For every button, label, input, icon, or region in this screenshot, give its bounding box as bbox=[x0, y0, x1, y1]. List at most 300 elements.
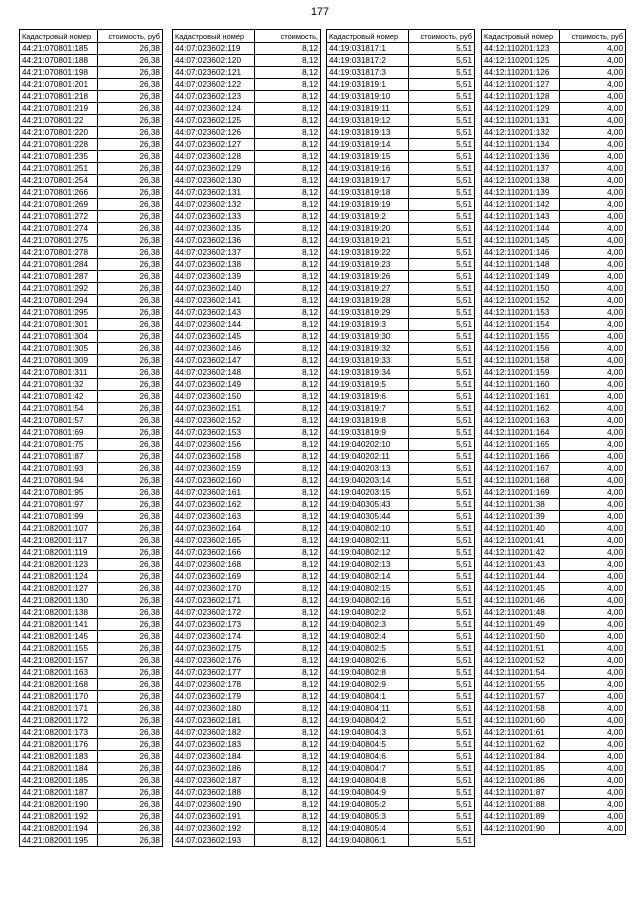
cost-cell: 26,38 bbox=[98, 295, 163, 307]
table-row bbox=[20, 223, 163, 235]
cadastral-number-cell: 44:19:031819:20 bbox=[327, 223, 409, 235]
cost-cell: 26,38 bbox=[98, 391, 163, 403]
cost-cell: 26,38 bbox=[98, 199, 163, 211]
cadastral-number-cell: 44:07:023602:164 bbox=[173, 523, 255, 535]
table-row bbox=[327, 835, 475, 847]
cadastral-number-cell: 44:19:040804:9 bbox=[327, 787, 409, 799]
cadastral-number-cell: 44:19:040802:15 bbox=[327, 583, 409, 595]
table-row bbox=[482, 523, 626, 535]
cost-cell: 8,12 bbox=[255, 295, 321, 307]
cost-cell: 5,51 bbox=[409, 379, 475, 391]
cadastral-number-cell: 44:12:110201:89 bbox=[482, 811, 560, 823]
cadastral-number-cell: 44:07:023602:137 bbox=[173, 247, 255, 259]
cadastral-number-cell: 44:07:023602:171 bbox=[173, 595, 255, 607]
cadastral-number-cell: 44:12:110201:137 bbox=[482, 163, 560, 175]
cost-cell: 26,38 bbox=[98, 631, 163, 643]
cost-cell: 8,12 bbox=[255, 811, 321, 823]
cost-cell: 26,38 bbox=[98, 103, 163, 115]
cost-cell: 26,38 bbox=[98, 619, 163, 631]
cadastral-number-cell: 44:19:031819:11 bbox=[327, 103, 409, 115]
cadastral-number-cell: 44:21:070801:266 bbox=[20, 187, 98, 199]
cost-cell: 26,38 bbox=[98, 427, 163, 439]
cadastral-number-cell: 44:21:082001:119 bbox=[20, 547, 98, 559]
table-row bbox=[327, 763, 475, 775]
table-row bbox=[327, 499, 475, 511]
cadastral-number-cell: 44:21:082001:190 bbox=[20, 799, 98, 811]
table-row bbox=[20, 91, 163, 103]
cost-cell: 26,38 bbox=[98, 415, 163, 427]
table-row bbox=[20, 55, 163, 67]
cost-cell: 8,12 bbox=[255, 691, 321, 703]
cost-cell: 8,12 bbox=[255, 799, 321, 811]
cost-cell: 4,00 bbox=[560, 607, 626, 619]
cadastral-number-cell: 44:07:023602:130 bbox=[173, 175, 255, 187]
cost-cell: 4,00 bbox=[560, 523, 626, 535]
table-row bbox=[482, 307, 626, 319]
cost-cell: 26,38 bbox=[98, 691, 163, 703]
cost-cell: 5,51 bbox=[409, 487, 475, 499]
cost-cell: 5,51 bbox=[409, 619, 475, 631]
cadastral-number-cell: 44:19:040804:3 bbox=[327, 727, 409, 739]
table-row bbox=[173, 715, 321, 727]
cadastral-number-cell: 44:19:040804:6 bbox=[327, 751, 409, 763]
table-row bbox=[327, 307, 475, 319]
cadastral-number-cell: 44:12:110201:169 bbox=[482, 487, 560, 499]
table-row bbox=[482, 403, 626, 415]
cost-cell: 4,00 bbox=[560, 175, 626, 187]
table-row bbox=[327, 463, 475, 475]
table-row bbox=[173, 787, 321, 799]
table-row bbox=[20, 643, 163, 655]
cost-cell: 26,38 bbox=[98, 223, 163, 235]
cadastral-number-cell: 44:07:023602:124 bbox=[173, 103, 255, 115]
table-row bbox=[20, 259, 163, 271]
cost-cell: 26,38 bbox=[98, 643, 163, 655]
cadastral-table-3 bbox=[326, 29, 475, 847]
cost-cell: 5,51 bbox=[409, 271, 475, 283]
cadastral-number-cell: 44:19:031819:3 bbox=[327, 319, 409, 331]
table-row bbox=[20, 511, 163, 523]
cost-cell: 4,00 bbox=[560, 511, 626, 523]
table-row bbox=[327, 127, 475, 139]
cadastral-number-cell: 44:19:040805:2 bbox=[327, 799, 409, 811]
cadastral-number-cell: 44:19:031817:2 bbox=[327, 55, 409, 67]
table-row bbox=[327, 655, 475, 667]
cost-cell: 4,00 bbox=[560, 763, 626, 775]
cadastral-number-cell: 44:12:110201:41 bbox=[482, 535, 560, 547]
cadastral-number-cell: 44:19:040804:8 bbox=[327, 775, 409, 787]
cadastral-number-cell: 44:21:082001:172 bbox=[20, 715, 98, 727]
cost-cell: 4,00 bbox=[560, 391, 626, 403]
cadastral-number-cell: 44:19:040805:4 bbox=[327, 823, 409, 835]
cost-cell: 5,51 bbox=[409, 607, 475, 619]
table-row bbox=[173, 619, 321, 631]
cost-cell: 5,51 bbox=[409, 703, 475, 715]
cost-cell: 4,00 bbox=[560, 691, 626, 703]
table-row bbox=[173, 535, 321, 547]
cost-cell: 8,12 bbox=[255, 643, 321, 655]
cost-cell: 8,12 bbox=[255, 595, 321, 607]
table-row bbox=[482, 295, 626, 307]
table-row bbox=[20, 571, 163, 583]
cost-cell: 8,12 bbox=[255, 415, 321, 427]
table-row bbox=[20, 43, 163, 55]
cost-cell: 8,12 bbox=[255, 487, 321, 499]
cost-cell: 5,51 bbox=[409, 115, 475, 127]
table-row bbox=[173, 211, 321, 223]
table-row bbox=[20, 619, 163, 631]
cadastral-number-cell: 44:12:110201:160 bbox=[482, 379, 560, 391]
cost-cell: 26,38 bbox=[98, 811, 163, 823]
table-row bbox=[327, 787, 475, 799]
table-row bbox=[173, 379, 321, 391]
table-row bbox=[20, 427, 163, 439]
cost-cell: 5,51 bbox=[409, 391, 475, 403]
table-row bbox=[173, 823, 321, 835]
table-row bbox=[20, 655, 163, 667]
cadastral-number-cell: 44:07:023602:174 bbox=[173, 631, 255, 643]
table-row bbox=[327, 55, 475, 67]
table-row bbox=[327, 271, 475, 283]
cadastral-number-cell: 44:07:023602:165 bbox=[173, 535, 255, 547]
cost-cell: 5,51 bbox=[409, 835, 475, 847]
cost-cell: 5,51 bbox=[409, 631, 475, 643]
cost-cell: 26,38 bbox=[98, 499, 163, 511]
cadastral-number-cell: 44:21:070801:278 bbox=[20, 247, 98, 259]
cadastral-number-cell: 44:21:070801:269 bbox=[20, 199, 98, 211]
cost-cell: 8,12 bbox=[255, 67, 321, 79]
table-row bbox=[482, 127, 626, 139]
table-row bbox=[173, 151, 321, 163]
table-row bbox=[173, 367, 321, 379]
table-row bbox=[173, 319, 321, 331]
table-row bbox=[173, 127, 321, 139]
cadastral-table-4 bbox=[481, 29, 626, 835]
table-row bbox=[482, 571, 626, 583]
cost-cell: 4,00 bbox=[560, 715, 626, 727]
table-row bbox=[173, 391, 321, 403]
cost-cell: 5,51 bbox=[409, 355, 475, 367]
cost-cell: 26,38 bbox=[98, 343, 163, 355]
cadastral-number-cell: 44:19:031819:5 bbox=[327, 379, 409, 391]
cost-cell: 4,00 bbox=[560, 547, 626, 559]
cost-cell: 8,12 bbox=[255, 163, 321, 175]
cost-cell: 4,00 bbox=[560, 727, 626, 739]
table-row bbox=[327, 151, 475, 163]
cost-cell: 4,00 bbox=[560, 199, 626, 211]
table-row bbox=[173, 547, 321, 559]
cadastral-number-cell: 44:19:031819:32 bbox=[327, 343, 409, 355]
table-row bbox=[20, 463, 163, 475]
cost-cell: 26,38 bbox=[98, 307, 163, 319]
table-row bbox=[327, 679, 475, 691]
table-row bbox=[20, 139, 163, 151]
table-row bbox=[20, 691, 163, 703]
cadastral-number-cell: 44:19:040802:14 bbox=[327, 571, 409, 583]
cadastral-number-cell: 44:07:023602:188 bbox=[173, 787, 255, 799]
table-row bbox=[482, 475, 626, 487]
cost-cell: 5,51 bbox=[409, 499, 475, 511]
table-row bbox=[173, 835, 321, 847]
table-row bbox=[482, 163, 626, 175]
cost-cell: 8,12 bbox=[255, 187, 321, 199]
cadastral-number-cell: 44:07:023602:133 bbox=[173, 211, 255, 223]
cadastral-number-cell: 44:19:031819:29 bbox=[327, 307, 409, 319]
table-row bbox=[327, 223, 475, 235]
cost-cell: 8,12 bbox=[255, 283, 321, 295]
cost-cell: 4,00 bbox=[560, 271, 626, 283]
cost-cell: 5,51 bbox=[409, 823, 475, 835]
table-row bbox=[327, 727, 475, 739]
cadastral-number-cell: 44:12:110201:161 bbox=[482, 391, 560, 403]
cost-cell: 4,00 bbox=[560, 667, 626, 679]
cadastral-number-cell: 44:12:110201:46 bbox=[482, 595, 560, 607]
cost-cell: 4,00 bbox=[560, 487, 626, 499]
header-cadastral-number: Кадастровый номер bbox=[482, 30, 560, 43]
table-row bbox=[327, 235, 475, 247]
cadastral-number-cell: 44:21:070801:295 bbox=[20, 307, 98, 319]
table-row bbox=[482, 271, 626, 283]
table-row bbox=[482, 331, 626, 343]
cadastral-number-cell: 44:19:040802:13 bbox=[327, 559, 409, 571]
cost-cell: 5,51 bbox=[409, 55, 475, 67]
table-row bbox=[173, 811, 321, 823]
table-row bbox=[173, 103, 321, 115]
cost-cell: 26,38 bbox=[98, 463, 163, 475]
table-row bbox=[327, 451, 475, 463]
cadastral-number-cell: 44:07:023602:139 bbox=[173, 271, 255, 283]
table-row bbox=[482, 811, 626, 823]
table-row bbox=[173, 727, 321, 739]
cost-cell: 5,51 bbox=[409, 259, 475, 271]
cost-cell: 5,51 bbox=[409, 643, 475, 655]
cadastral-number-cell: 44:07:023602:122 bbox=[173, 79, 255, 91]
table-row bbox=[482, 175, 626, 187]
table-row bbox=[173, 139, 321, 151]
cost-cell: 8,12 bbox=[255, 439, 321, 451]
cost-cell: 8,12 bbox=[255, 463, 321, 475]
cadastral-number-cell: 44:19:031819:30 bbox=[327, 331, 409, 343]
cost-cell: 26,38 bbox=[98, 487, 163, 499]
cadastral-number-cell: 44:12:110201:39 bbox=[482, 511, 560, 523]
table-row bbox=[482, 139, 626, 151]
cost-cell: 26,38 bbox=[98, 511, 163, 523]
table-row bbox=[173, 691, 321, 703]
cadastral-number-cell: 44:07:023602:182 bbox=[173, 727, 255, 739]
cadastral-number-cell: 44:12:110201:168 bbox=[482, 475, 560, 487]
table-row bbox=[173, 667, 321, 679]
cadastral-number-cell: 44:21:070801:201 bbox=[20, 79, 98, 91]
cost-cell: 5,51 bbox=[409, 463, 475, 475]
cadastral-number-cell: 44:12:110201:149 bbox=[482, 271, 560, 283]
cadastral-number-cell: 44:12:110201:131 bbox=[482, 115, 560, 127]
cadastral-number-cell: 44:07:023602:149 bbox=[173, 379, 255, 391]
table-row bbox=[482, 79, 626, 91]
table-row bbox=[20, 343, 163, 355]
table-row bbox=[20, 247, 163, 259]
cadastral-number-cell: 44:21:070801:54 bbox=[20, 403, 98, 415]
cadastral-number-cell: 44:07:023602:175 bbox=[173, 643, 255, 655]
table-row bbox=[482, 247, 626, 259]
cadastral-number-cell: 44:12:110201:51 bbox=[482, 643, 560, 655]
table-row bbox=[173, 235, 321, 247]
table-row bbox=[20, 559, 163, 571]
cost-cell: 8,12 bbox=[255, 103, 321, 115]
cadastral-number-cell: 44:07:023602:143 bbox=[173, 307, 255, 319]
cadastral-number-cell: 44:12:110201:54 bbox=[482, 667, 560, 679]
cost-cell: 26,38 bbox=[98, 667, 163, 679]
cost-cell: 5,51 bbox=[409, 127, 475, 139]
table-row bbox=[327, 775, 475, 787]
cadastral-number-cell: 44:12:110201:87 bbox=[482, 787, 560, 799]
cost-cell: 5,51 bbox=[409, 811, 475, 823]
table-row bbox=[20, 391, 163, 403]
cost-cell: 8,12 bbox=[255, 451, 321, 463]
table-row bbox=[173, 463, 321, 475]
cadastral-number-cell: 44:19:040802:11 bbox=[327, 535, 409, 547]
cost-cell: 5,51 bbox=[409, 415, 475, 427]
cadastral-number-cell: 44:19:031819:22 bbox=[327, 247, 409, 259]
cadastral-number-cell: 44:21:082001:163 bbox=[20, 667, 98, 679]
table-row bbox=[173, 91, 321, 103]
cost-cell: 5,51 bbox=[409, 571, 475, 583]
cadastral-number-cell: 44:12:110201:153 bbox=[482, 307, 560, 319]
cadastral-number-cell: 44:12:110201:126 bbox=[482, 67, 560, 79]
cost-cell: 26,38 bbox=[98, 751, 163, 763]
cadastral-number-cell: 44:21:070801:294 bbox=[20, 295, 98, 307]
cadastral-number-cell: 44:07:023602:163 bbox=[173, 511, 255, 523]
cadastral-number-cell: 44:12:110201:57 bbox=[482, 691, 560, 703]
table-row bbox=[327, 535, 475, 547]
cost-cell: 5,51 bbox=[409, 139, 475, 151]
cost-cell: 8,12 bbox=[255, 535, 321, 547]
cost-cell: 5,51 bbox=[409, 739, 475, 751]
cadastral-number-cell: 44:21:070801:99 bbox=[20, 511, 98, 523]
cost-cell: 26,38 bbox=[98, 139, 163, 151]
cadastral-number-cell: 44:21:082001:195 bbox=[20, 835, 98, 847]
table-row bbox=[482, 355, 626, 367]
table-row bbox=[173, 43, 321, 55]
table-row bbox=[20, 439, 163, 451]
table-row bbox=[20, 631, 163, 643]
cost-cell: 5,51 bbox=[409, 763, 475, 775]
cadastral-number-cell: 44:12:110201:128 bbox=[482, 91, 560, 103]
table-row bbox=[20, 163, 163, 175]
table-row bbox=[327, 139, 475, 151]
cost-cell: 26,38 bbox=[98, 523, 163, 535]
cadastral-number-cell: 44:12:110201:127 bbox=[482, 79, 560, 91]
cadastral-table-2 bbox=[172, 29, 321, 847]
cost-cell: 4,00 bbox=[560, 559, 626, 571]
cost-cell: 26,38 bbox=[98, 247, 163, 259]
table-row bbox=[173, 487, 321, 499]
table-row bbox=[20, 799, 163, 811]
cost-cell: 26,38 bbox=[98, 319, 163, 331]
cost-cell: 4,00 bbox=[560, 535, 626, 547]
cost-cell: 4,00 bbox=[560, 439, 626, 451]
cadastral-number-cell: 44:19:040203:14 bbox=[327, 475, 409, 487]
cadastral-number-cell: 44:07:023602:144 bbox=[173, 319, 255, 331]
cadastral-number-cell: 44:07:023602:121 bbox=[173, 67, 255, 79]
cadastral-number-cell: 44:12:110201:90 bbox=[482, 823, 560, 835]
table-row bbox=[173, 751, 321, 763]
table-row bbox=[327, 547, 475, 559]
cost-cell: 5,51 bbox=[409, 667, 475, 679]
cadastral-number-cell: 44:07:023602:127 bbox=[173, 139, 255, 151]
cost-cell: 5,51 bbox=[409, 679, 475, 691]
cadastral-number-cell: 44:12:110201:166 bbox=[482, 451, 560, 463]
cadastral-number-cell: 44:12:110201:142 bbox=[482, 199, 560, 211]
cadastral-number-cell: 44:19:040802:3 bbox=[327, 619, 409, 631]
cadastral-number-cell: 44:07:023602:190 bbox=[173, 799, 255, 811]
cadastral-number-cell: 44:12:110201:45 bbox=[482, 583, 560, 595]
cadastral-number-cell: 44:19:040802:5 bbox=[327, 643, 409, 655]
table-row bbox=[20, 667, 163, 679]
table-row bbox=[20, 475, 163, 487]
cost-cell: 26,38 bbox=[98, 271, 163, 283]
cost-cell: 4,00 bbox=[560, 451, 626, 463]
cadastral-number-cell: 44:12:110201:144 bbox=[482, 223, 560, 235]
table-row bbox=[173, 223, 321, 235]
cadastral-number-cell: 44:19:040804:1 bbox=[327, 691, 409, 703]
cost-cell: 8,12 bbox=[255, 115, 321, 127]
cadastral-number-cell: 44:07:023602:152 bbox=[173, 415, 255, 427]
table-row bbox=[482, 595, 626, 607]
cost-cell: 8,12 bbox=[255, 679, 321, 691]
cost-cell: 26,38 bbox=[98, 547, 163, 559]
cadastral-number-cell: 44:12:110201:165 bbox=[482, 439, 560, 451]
cadastral-number-cell: 44:12:110201:143 bbox=[482, 211, 560, 223]
cost-cell: 8,12 bbox=[255, 367, 321, 379]
cadastral-number-cell: 44:19:040804:11 bbox=[327, 703, 409, 715]
cost-cell: 5,51 bbox=[409, 595, 475, 607]
cost-cell: 4,00 bbox=[560, 115, 626, 127]
table-row bbox=[327, 511, 475, 523]
cost-cell: 5,51 bbox=[409, 547, 475, 559]
cadastral-number-cell: 44:21:070801:94 bbox=[20, 475, 98, 487]
table-row bbox=[327, 607, 475, 619]
cost-cell: 5,51 bbox=[409, 403, 475, 415]
table-row bbox=[173, 583, 321, 595]
cost-cell: 5,51 bbox=[409, 91, 475, 103]
table-row bbox=[327, 247, 475, 259]
cadastral-number-cell: 44:12:110201:163 bbox=[482, 415, 560, 427]
cadastral-number-cell: 44:07:023602:177 bbox=[173, 667, 255, 679]
table-row bbox=[482, 547, 626, 559]
table-row bbox=[327, 403, 475, 415]
cadastral-number-cell: 44:12:110201:49 bbox=[482, 619, 560, 631]
table-row bbox=[173, 475, 321, 487]
cost-cell: 8,12 bbox=[255, 667, 321, 679]
table-row bbox=[482, 211, 626, 223]
cost-cell: 26,38 bbox=[98, 475, 163, 487]
cost-cell: 8,12 bbox=[255, 775, 321, 787]
cost-cell: 5,51 bbox=[409, 715, 475, 727]
table-row bbox=[20, 271, 163, 283]
cadastral-number-cell: 44:21:070801:219 bbox=[20, 103, 98, 115]
cadastral-number-cell: 44:07:023602:126 bbox=[173, 127, 255, 139]
cost-cell: 5,51 bbox=[409, 247, 475, 259]
table-row bbox=[20, 151, 163, 163]
table-row bbox=[173, 259, 321, 271]
cost-cell: 4,00 bbox=[560, 799, 626, 811]
cadastral-number-cell: 44:07:023602:125 bbox=[173, 115, 255, 127]
table-row bbox=[482, 319, 626, 331]
cost-cell: 4,00 bbox=[560, 631, 626, 643]
table-row bbox=[20, 499, 163, 511]
cadastral-number-cell: 44:21:070801:251 bbox=[20, 163, 98, 175]
table-row bbox=[20, 835, 163, 847]
